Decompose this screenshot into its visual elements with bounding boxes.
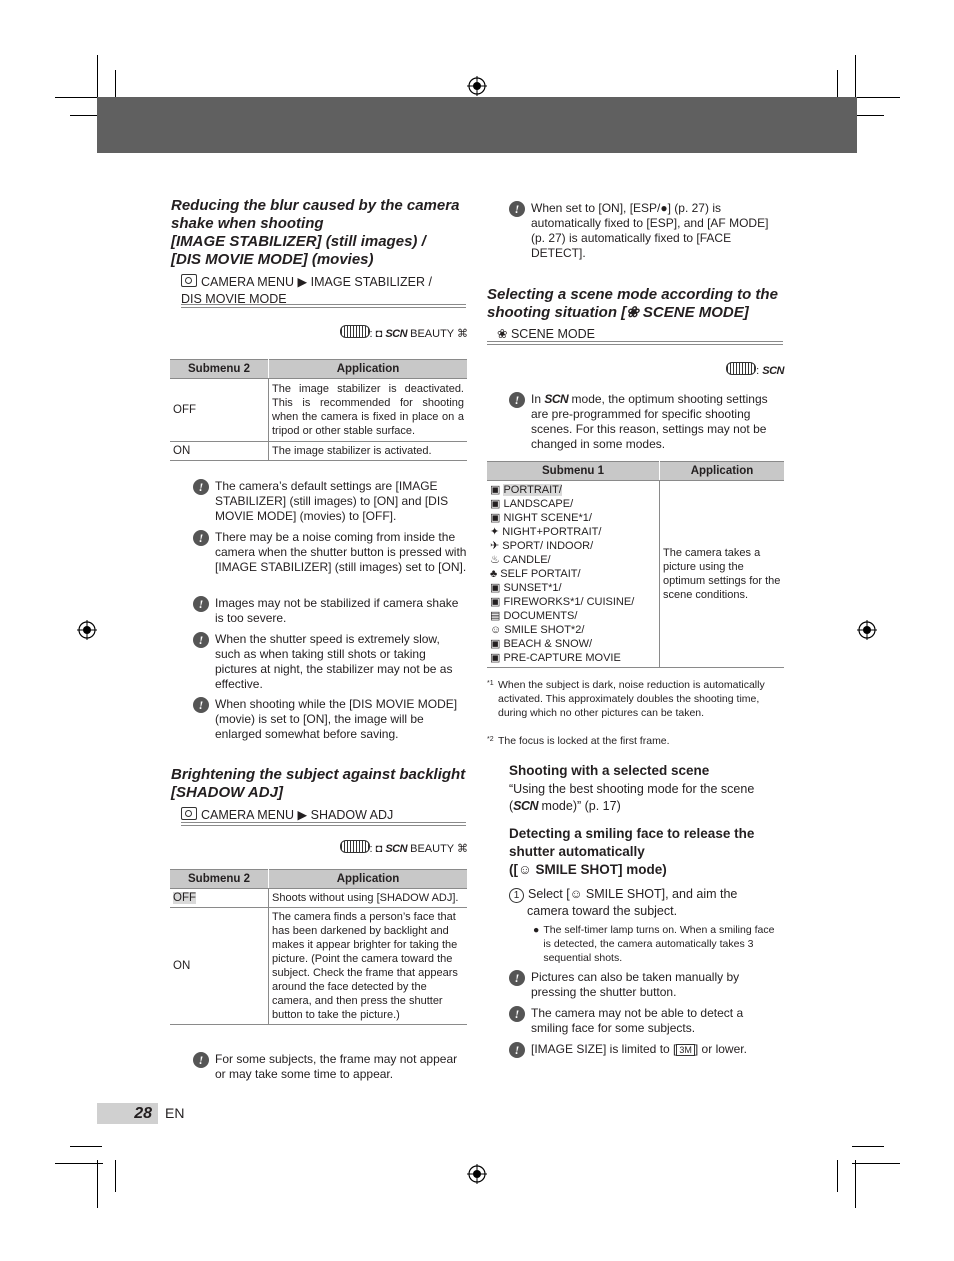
- stabilizer-menu-path: CAMERA MENU ▶ IMAGE STABILIZER / DIS MOVIE MODE: [181, 275, 432, 306]
- bullet-item: ● The self-timer lamp turns on. When a smiling face is detected, the camera automatically takes 3 sequential shots.: [533, 924, 775, 964]
- list-item: ▣ FIREWORKS*1/ CUISINE/: [490, 596, 635, 608]
- table-header: Submenu 1: [487, 462, 660, 481]
- table-row: [487, 481, 784, 668]
- portrait-icon: ▣: [490, 484, 501, 496]
- mode-dial-icon: [340, 325, 370, 338]
- table-header: Submenu 2: [170, 360, 269, 379]
- list-item: ▣ SUNSET*1/: [490, 582, 562, 594]
- scene-menu-icon: ❀: [497, 327, 511, 341]
- caution-icon: !: [193, 530, 209, 546]
- note: ! Images may not be stabilized if camera shake is too severe.: [193, 596, 468, 626]
- table-header: Submenu 2: [170, 870, 269, 889]
- caution-icon: !: [509, 1006, 525, 1022]
- table-header: Application: [269, 870, 468, 889]
- beach-snow-icon: ▣: [490, 638, 501, 650]
- shooting-text: “Using the best shooting mode for the scene (SCN mode)” (p. 17): [509, 782, 755, 813]
- scene-mode-row: : SCN: [700, 362, 784, 378]
- camera-mode-icon: ◘: [375, 843, 386, 855]
- registration-mark-icon: [467, 1164, 487, 1184]
- table-cell: The image stabilizer is deactivated. This is recommended for shooting when the camera is fixed in place on a tripod or other stable surface.: [269, 379, 468, 442]
- table-cell: The camera takes a picture using the optimum settings for the scene conditions.: [660, 481, 785, 668]
- note: ! In SCN mode, the optimum shooting settings are pre-programmed for specific shooting scenes. For this reason, settings may not be changed in some modes.: [509, 392, 779, 452]
- table-row: [170, 889, 467, 908]
- crop-mark: [852, 1163, 900, 1164]
- header-band: [97, 97, 857, 153]
- bullet-icon: ●: [533, 924, 540, 936]
- pre-capture-movie-icon: ▣: [490, 652, 501, 664]
- note: ! For some subjects, the frame may not appear or may take some time to appear.: [193, 1052, 468, 1082]
- table-row: [170, 442, 467, 461]
- table-cell: The camera finds a person’s face that has been darkened by backlight and makes it appear brighter for taking the picture. (Point the camera toward the subject. Check the frame that appears around the face detected by the camera, and then press the shutter button to take the picture.): [269, 908, 468, 1025]
- table-cell: The image stabilizer is activated.: [269, 442, 468, 461]
- shooting-heading: Shooting with a selected scene: [509, 763, 710, 778]
- scene-mode-icon: ❀: [626, 304, 639, 321]
- scene-menu-path: ❀ SCENE MODE: [497, 327, 595, 341]
- caution-icon: !: [509, 1042, 525, 1058]
- list-item: ▣ NIGHT SCENE*1/: [490, 512, 592, 524]
- crop-mark: [855, 55, 856, 103]
- sport-icon: ✈: [490, 540, 500, 552]
- table-row: [170, 379, 467, 442]
- note: ! [IMAGE SIZE] is limited to [ 3M ] or lower.: [509, 1042, 779, 1058]
- smile-shot-icon: ☺: [569, 887, 583, 901]
- menu-path-rule: [181, 304, 466, 308]
- mode-dial-icon: [340, 840, 370, 853]
- table-cell: Shoots without using [SHADOW ADJ].: [269, 889, 468, 908]
- list-item: ✦ NIGHT+PORTRAIT/: [490, 526, 602, 538]
- shadow-table: [170, 869, 467, 1025]
- note: ! Pictures can also be taken manually by pressing the shutter button.: [509, 970, 779, 1000]
- note: ! The camera may not be able to detect a smiling face for some subjects.: [509, 1006, 779, 1036]
- language-label: EN: [165, 1105, 185, 1121]
- caution-icon: !: [193, 479, 209, 495]
- note: ! When the shutter speed is extremely slow, such as when taking still shots or taking pictures at night, the stabilizer may not be as effective.: [193, 632, 468, 692]
- landscape-icon: ▣: [490, 498, 501, 510]
- scene-heading: Selecting a scene mode according to the shooting situation [❀ SCENE MODE]: [487, 286, 778, 321]
- note: ! When set to [ON], [ESP/●] (p. 27) is automatically fixed to [ESP], and [AF MODE] (p. 27) is automatically fixed to [FACE DETECT].: [509, 201, 774, 261]
- mode-dial-icon: [726, 362, 756, 375]
- shadow-mode-row: : ◘ SCN BEAUTY ⌘: [313, 840, 468, 856]
- list-item: ✈ SPORT/ INDOOR/: [490, 540, 594, 552]
- movie-mode-icon: ⌘: [457, 328, 468, 340]
- registration-mark-icon: [857, 620, 877, 640]
- stabilizer-mode-row: : ◘ SCN BEAUTY ⌘: [313, 325, 468, 341]
- shadow-menu-path: CAMERA MENU ▶ SHADOW ADJ: [181, 807, 471, 824]
- registration-mark-icon: [467, 76, 487, 96]
- list-item: ▣ LANDSCAPE/: [490, 498, 574, 510]
- stabilizer-table: [170, 359, 467, 461]
- table-cell: [487, 481, 660, 668]
- caution-icon: !: [193, 697, 209, 713]
- fireworks-icon: ▣: [490, 596, 501, 608]
- list-item: ▤ DOCUMENTS/: [490, 610, 578, 622]
- crop-mark: [855, 1160, 856, 1208]
- table-row: [170, 908, 467, 1025]
- crop-mark: [852, 1146, 884, 1147]
- list-item: ☺ SMILE SHOT*2/: [490, 624, 585, 636]
- night-scene-icon: ▣: [490, 512, 501, 524]
- movie-mode-icon: ⌘: [457, 843, 468, 855]
- registration-mark-icon: [77, 620, 97, 640]
- crop-mark: [55, 1163, 103, 1164]
- crop-mark: [97, 1160, 98, 1208]
- caution-icon: !: [193, 1052, 209, 1068]
- crop-mark: [55, 97, 103, 98]
- smile-heading: Detecting a smiling face to release the shutter automatically ([☺ SMILE SHOT] mode): [509, 826, 755, 877]
- list-item: ▣ PRE-CAPTURE MOVIE: [490, 652, 621, 664]
- page-number: 28: [97, 1103, 158, 1124]
- image-size-icon: 3M: [676, 1044, 695, 1056]
- smile-shot-icon: ☺: [518, 862, 532, 877]
- caution-icon: !: [509, 970, 525, 986]
- caution-icon: !: [193, 632, 209, 648]
- sunset-icon: ▣: [490, 582, 501, 594]
- list-item: ♨ CANDLE/: [490, 554, 551, 566]
- crop-mark: [97, 55, 98, 103]
- self-portrait-icon: ♣: [490, 568, 498, 580]
- table-cell: OFF: [170, 379, 269, 442]
- smile-shot-icon: ☺: [490, 624, 502, 636]
- camera-menu-icon: [181, 274, 197, 287]
- note: ! The camera’s default settings are [IMAGE STABILIZER] (still images) to [ON] and [DIS MOVIE MODE] (movies) to [OFF].: [193, 479, 468, 524]
- scene-table: [487, 461, 784, 668]
- stabilizer-heading: Reducing the blur caused by the camera shake when shooting [IMAGE STABILIZER] (still images) / [DIS MOVIE MODE] (movies): [171, 197, 460, 268]
- list-item: ♣ SELF PORTAIT/: [490, 568, 581, 580]
- crop-mark: [837, 1160, 838, 1192]
- crop-mark: [70, 1146, 102, 1147]
- candle-icon: ♨: [490, 554, 500, 566]
- note: ! When shooting while the [DIS MOVIE MODE] (movie) is set to [ON], the image will be enlarged somewhat before saving.: [193, 697, 468, 742]
- table-cell: ON: [170, 442, 269, 461]
- caution-icon: !: [509, 201, 525, 217]
- caution-icon: !: [509, 392, 525, 408]
- list-item: ▣ BEACH & SNOW/: [490, 638, 593, 650]
- table-cell: ON: [170, 908, 269, 1025]
- table-cell: OFF: [170, 889, 269, 908]
- list-item: ▣ PORTRAIT/: [490, 484, 562, 496]
- table-header: Application: [660, 462, 785, 481]
- menu-path-rule: [181, 822, 466, 826]
- step-1: 1 Select [☺ SMILE SHOT], and aim the camera toward the subject.: [509, 886, 779, 919]
- footnote-2: *2 The focus is locked at the first frame.: [487, 735, 670, 747]
- documents-icon: ▤: [490, 610, 501, 622]
- crop-mark: [115, 1160, 116, 1192]
- crop-mark: [852, 97, 900, 98]
- table-header: Application: [269, 360, 468, 379]
- shadow-heading: Brightening the subject against backlight [SHADOW ADJ]: [171, 766, 466, 801]
- camera-menu-icon: [181, 807, 197, 820]
- camera-mode-icon: ◘: [375, 328, 386, 340]
- caution-icon: !: [193, 596, 209, 612]
- note: ! There may be a noise coming from inside the camera when the shutter button is pressed with [IMAGE STABILIZER] (still images) set to [ON].: [193, 530, 468, 575]
- menu-path-rule: [487, 341, 783, 345]
- footnote-1: *1 When the subject is dark, noise reduction is automatically activated. This approximately doubles the shooting time, during which no other pictures can be taken.: [487, 679, 765, 719]
- night-portrait-icon: ✦: [490, 526, 500, 538]
